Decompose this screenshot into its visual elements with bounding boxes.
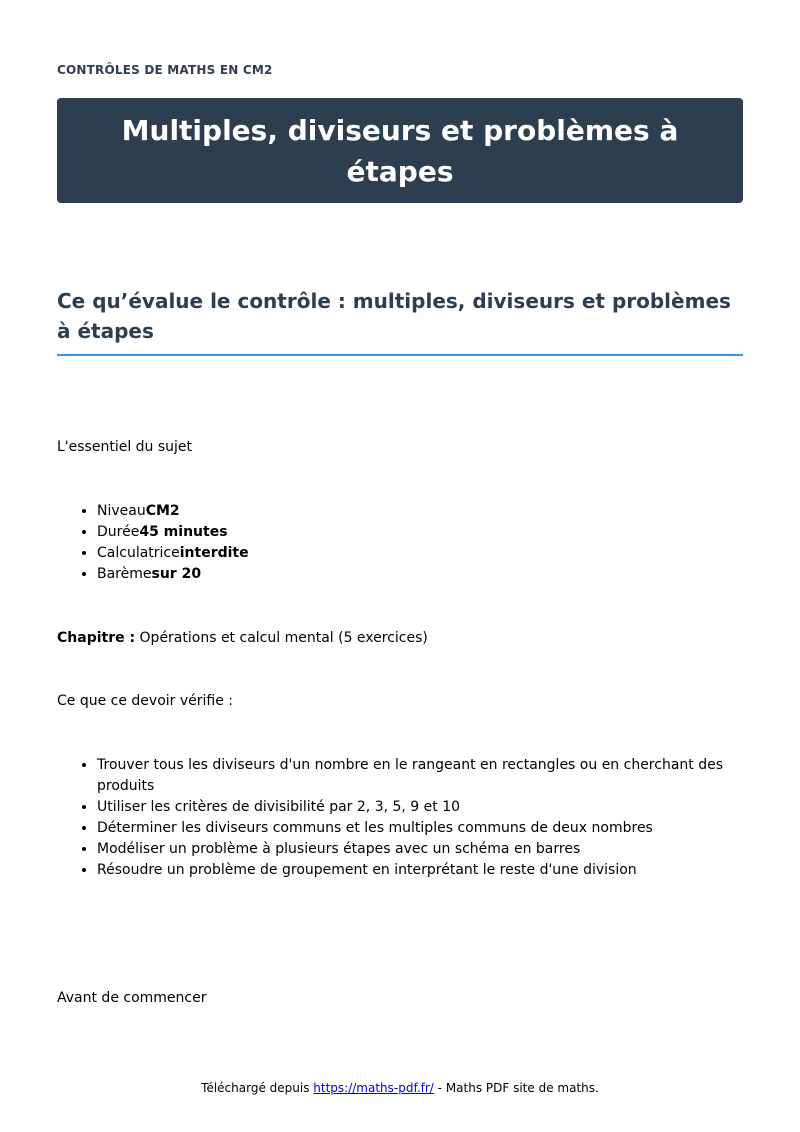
- essentials-item-value: CM2: [145, 503, 180, 519]
- list-item: • Trouver tous les diviseurs d'un nombre en le rangeant en rectangles ou en cherchant des produits: [97, 755, 743, 797]
- chapter-label: Chapitre :: [57, 630, 136, 646]
- before-heading: Avant de commencer: [57, 990, 207, 1006]
- footer-suffix: - Maths PDF site de maths.: [437, 1081, 599, 1095]
- essentials-item-label: Niveau: [97, 503, 146, 519]
- checks-list: [57, 755, 743, 881]
- list-item: [97, 522, 743, 543]
- essentials-item-label: Calculatrice: [97, 545, 180, 561]
- essentials-intro: L'essentiel du sujet: [57, 439, 193, 455]
- chapter-value: Opérations et calcul mental (5 exercices): [139, 630, 428, 646]
- essentials-item-label: Barème: [97, 566, 152, 582]
- list-item: [97, 564, 743, 585]
- essentials-item-value: 45 minutes: [139, 524, 228, 540]
- chapter-line: [57, 628, 428, 649]
- footer-link[interactable]: https://maths-pdf.fr/: [313, 1081, 434, 1095]
- section-title: Ce qu’évalue le contrôle : multiples, diviseurs et problèmes à étapes: [57, 286, 743, 356]
- list-item: • Utiliser les critères de divisibilité par 2, 3, 5, 9 et 10: [97, 797, 743, 818]
- title-banner: [57, 98, 743, 203]
- list-item: [97, 543, 743, 564]
- footer-prefix: Téléchargé depuis: [201, 1081, 310, 1095]
- list-item: • Résoudre un problème de groupement en interprétant le reste d'une division: [97, 860, 743, 881]
- list-item: • Déterminer les diviseurs communs et les multiples communs de deux nombres: [97, 818, 743, 839]
- document-kicker: CONTRÔLES DE MATHS EN CM2: [57, 63, 273, 77]
- document-title: Multiples, diviseurs et problèmes à étapes: [121, 113, 679, 188]
- essentials-item-value: interdite: [179, 545, 249, 561]
- essentials-item-label: Durée: [97, 524, 140, 540]
- page-footer: [0, 1080, 800, 1096]
- checks-intro: Ce que ce devoir vérifie :: [57, 693, 234, 709]
- list-item: • Modéliser un problème à plusieurs étapes avec un schéma en barres: [97, 839, 743, 860]
- essentials-list: [57, 501, 743, 585]
- list-item: [97, 501, 743, 522]
- essentials-item-value: sur 20: [151, 566, 202, 582]
